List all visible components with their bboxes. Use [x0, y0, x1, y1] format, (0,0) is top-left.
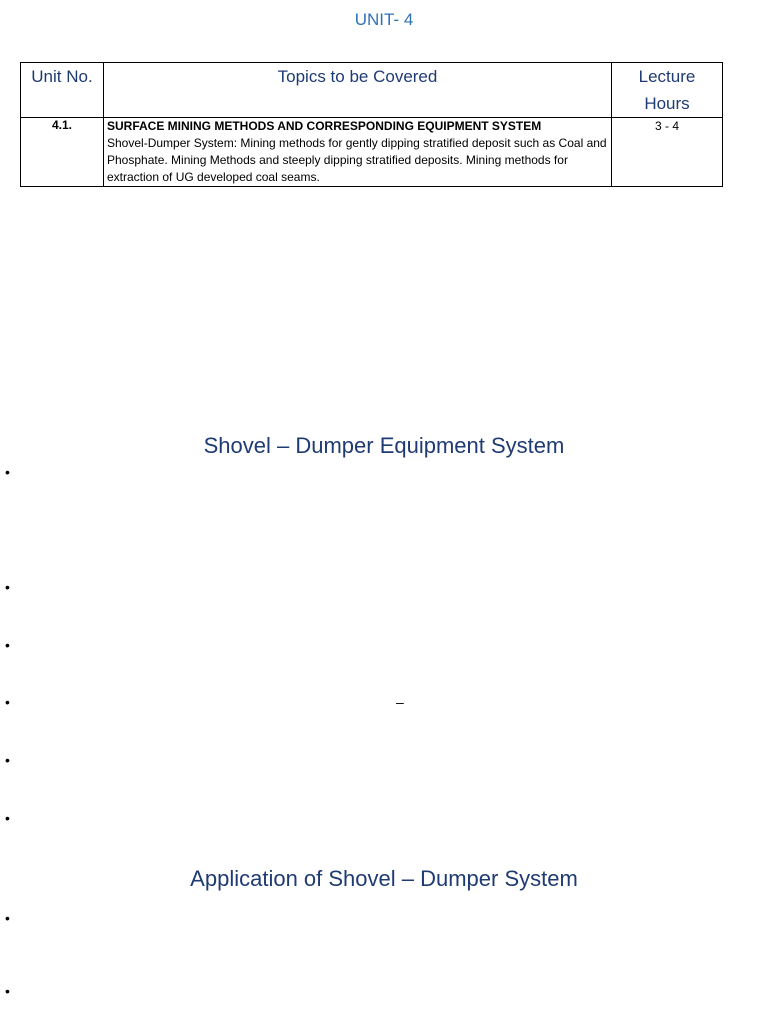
header-unit-no: Unit No.: [21, 63, 104, 118]
bullet-icon: •: [5, 983, 10, 999]
bullet-icon: •: [5, 910, 10, 926]
bullet-icon: •: [5, 637, 10, 653]
syllabus-table: [20, 62, 723, 187]
dash-mark: –: [396, 694, 404, 710]
bullet-icon: •: [5, 694, 10, 710]
bullet-icon: •: [5, 810, 10, 826]
section-title-application: Application of Shovel – Dumper System: [190, 866, 578, 891]
cell-topic: [104, 118, 612, 187]
cell-unit-no: 4.1.: [21, 118, 104, 187]
section-title-shovel-dumper-equipment: Shovel – Dumper Equipment System: [203, 433, 565, 458]
table-row: [21, 118, 723, 187]
topic-heading: SURFACE MINING METHODS AND CORRESPONDING EQUIPMENT SYSTEM: [107, 119, 542, 133]
bullet-icon: •: [5, 464, 10, 480]
bullet-icon: •: [5, 752, 10, 768]
header-topics: Topics to be Covered: [104, 63, 612, 118]
unit-title: UNIT- 4: [354, 10, 414, 29]
topic-body: Shovel-Dumper System: Mining methods for gently dipping stratified deposit such as Coal and Phosphate. Mining Methods and steeply dipping stratified deposits. Mining methods for extraction of UG developed coal seams.: [107, 136, 607, 184]
table-header-row: [21, 63, 723, 118]
header-lecture-hours: Lecture Hours: [612, 63, 723, 118]
bullet-icon: •: [5, 579, 10, 595]
cell-lecture-hours: 3 - 4: [612, 118, 723, 187]
